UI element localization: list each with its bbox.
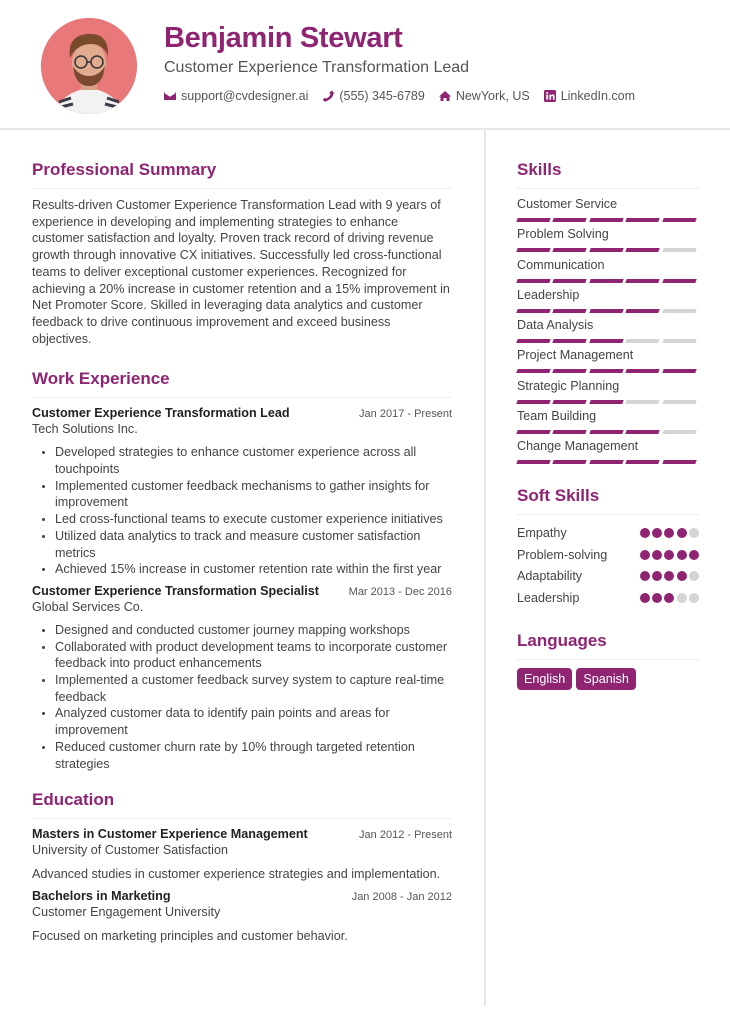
skill-label: Leadership	[517, 287, 580, 302]
skill-level-segment	[553, 279, 587, 283]
phone-icon	[322, 90, 334, 102]
skill-level-segment	[662, 430, 696, 434]
soft-skill-rating	[638, 550, 699, 560]
soft-skill-label: Problem-solving	[517, 547, 608, 562]
rating-dot-icon	[640, 593, 650, 603]
sidebar-column	[517, 160, 699, 690]
soft-skill-item	[517, 523, 699, 545]
soft-skill-label: Leadership	[517, 590, 580, 605]
skill-item	[517, 288, 699, 318]
education-date: Jan 2012 - Present	[359, 829, 452, 842]
job-bullet: Analyzed customer data to identify pain points and areas for improvement	[42, 705, 452, 738]
skill-level-segment	[662, 369, 696, 373]
skill-level-segment	[662, 279, 696, 283]
degree-title: Masters in Customer Experience Management	[32, 827, 308, 842]
job-date: Jan 2017 - Present	[359, 408, 452, 421]
skill-level-bar	[517, 369, 699, 373]
skill-level-segment	[553, 339, 587, 343]
soft-skills-heading: Soft Skills	[517, 486, 699, 515]
rating-dot-icon	[677, 571, 687, 581]
skill-level-segment	[625, 218, 659, 222]
skill-level-bar	[517, 339, 699, 343]
languages-heading: Languages	[517, 631, 699, 660]
skills-section	[517, 160, 699, 470]
home-icon	[439, 90, 451, 102]
skill-label: Communication	[517, 257, 605, 272]
skill-item	[517, 439, 699, 469]
skill-label: Project Management	[517, 348, 634, 363]
main-column	[32, 160, 452, 951]
skill-level-segment	[589, 339, 623, 343]
summary-text: Results-driven Customer Experience Transformation Lead with 9 years of experience in developing and implementing strategies to enhance customer satisfaction and loyalty. Proven track record of driving revenue growth through innovative CX initiatives. Successfully led cross-functional teams to deliver exceptional customer experiences. Recognized for achieving a 20% increase in customer retention and a 15% improvement in Net Promoter Score. Skilled in leveraging data analytics and customer feedback to drive continuous improvement and exceed business objectives.	[32, 198, 450, 346]
skill-level-segment	[516, 309, 550, 313]
skill-label: Change Management	[517, 439, 639, 454]
rating-dot-icon	[664, 571, 674, 581]
school-name: Customer Engagement University	[32, 905, 221, 920]
skill-label: Team Building	[517, 409, 597, 424]
experience-heading: Work Experience	[32, 369, 452, 398]
rating-dot-icon	[664, 528, 674, 538]
soft-skills-list	[517, 523, 699, 609]
contact-phone[interactable]	[322, 89, 424, 103]
contact-phone-text: (555) 345-6789	[339, 89, 425, 103]
skill-item	[517, 258, 699, 288]
rating-dot-icon	[677, 550, 687, 560]
job-bullets	[42, 622, 452, 772]
skill-level-segment	[662, 309, 696, 313]
soft-skill-label: Adaptability	[517, 569, 583, 584]
column-divider	[484, 130, 486, 1006]
soft-skill-label: Empathy	[517, 526, 567, 541]
envelope-icon	[164, 90, 176, 102]
linkedin-icon	[544, 90, 556, 102]
skill-level-segment	[516, 248, 550, 252]
rating-dot-icon	[652, 550, 662, 560]
skill-level-segment	[589, 369, 623, 373]
rating-dot-icon	[689, 593, 699, 603]
soft-skills-section	[517, 486, 699, 609]
job-bullet: Designed and conducted customer journey mapping workshops	[42, 622, 452, 639]
job-bullet: Reduced customer churn rate by 10% through targeted retention strategies	[42, 739, 452, 772]
skill-level-segment	[553, 430, 587, 434]
skill-level-segment	[625, 279, 659, 283]
skill-level-segment	[589, 430, 623, 434]
candidate-title: Customer Experience Transformation Lead	[164, 59, 470, 76]
skill-level-bar	[517, 460, 699, 464]
contact-linkedin[interactable]	[544, 89, 635, 103]
rating-dot-icon	[664, 593, 674, 603]
degree-title: Bachelors in Marketing	[32, 889, 171, 904]
job-entry	[32, 406, 452, 578]
skill-level-segment	[625, 430, 659, 434]
experience-section	[32, 369, 452, 772]
education-heading: Education	[32, 790, 452, 819]
skill-level-segment	[589, 460, 623, 464]
job-company: Tech Solutions Inc.	[32, 422, 138, 437]
languages-section	[517, 631, 699, 690]
skill-level-segment	[589, 248, 623, 252]
language-tag: English	[517, 668, 572, 690]
skill-level-segment	[589, 218, 623, 222]
skill-level-segment	[662, 460, 696, 464]
education-section	[32, 790, 452, 943]
skill-label: Data Analysis	[517, 318, 594, 333]
soft-skill-item	[517, 566, 699, 588]
rating-dot-icon	[652, 528, 662, 538]
skill-level-segment	[625, 460, 659, 464]
job-entry	[32, 584, 452, 772]
skill-item	[517, 227, 699, 257]
skill-label: Strategic Planning	[517, 378, 620, 393]
education-entry	[32, 889, 452, 943]
skill-level-segment	[516, 430, 550, 434]
skill-level-segment	[553, 248, 587, 252]
skill-level-segment	[516, 369, 550, 373]
contact-location	[439, 89, 530, 103]
skill-level-segment	[553, 369, 587, 373]
skill-level-bar	[517, 218, 699, 222]
skill-label: Customer Service	[517, 197, 618, 211]
rating-dot-icon	[689, 528, 699, 538]
skill-level-segment	[589, 400, 623, 404]
skill-level-segment	[516, 400, 550, 404]
rating-dot-icon	[664, 550, 674, 560]
skill-level-segment	[625, 309, 659, 313]
skill-item	[517, 348, 699, 378]
rating-dot-icon	[652, 593, 662, 603]
job-date: Mar 2013 - Dec 2016	[348, 585, 452, 598]
job-bullet: Implemented customer feedback mechanisms to gather insights for improvement	[42, 478, 452, 511]
rating-dot-icon	[652, 571, 662, 581]
language-tag: Spanish	[576, 668, 636, 690]
skill-level-segment	[625, 369, 659, 373]
skill-level-segment	[516, 339, 550, 343]
soft-skill-rating	[638, 528, 699, 538]
skill-label: Problem Solving	[517, 227, 609, 242]
school-name: University of Customer Satisfaction	[32, 843, 228, 858]
rating-dot-icon	[689, 571, 699, 581]
education-entry	[32, 827, 452, 881]
rating-dot-icon	[640, 571, 650, 581]
contact-list	[164, 89, 649, 103]
skill-item	[517, 409, 699, 439]
job-bullets	[42, 444, 452, 578]
skill-level-bar	[517, 248, 699, 252]
soft-skill-item	[517, 544, 699, 566]
skill-item	[517, 318, 699, 348]
skill-level-segment	[589, 309, 623, 313]
skill-level-segment	[662, 218, 696, 222]
skill-level-segment	[662, 339, 696, 343]
job-title: Customer Experience Transformation Lead	[32, 406, 290, 421]
skill-level-segment	[553, 460, 587, 464]
education-description: Focused on marketing principles and customer behavior.	[32, 929, 348, 944]
education-description: Advanced studies in customer experience strategies and implementation.	[32, 867, 441, 882]
skill-level-segment	[516, 279, 550, 283]
skills-heading: Skills	[517, 160, 699, 189]
job-company: Global Services Co.	[32, 599, 144, 614]
skill-level-segment	[662, 400, 696, 404]
skill-level-bar	[517, 279, 699, 283]
resume-header	[0, 0, 730, 130]
job-bullet: Developed strategies to enhance customer experience across all touchpoints	[42, 444, 452, 477]
job-title: Customer Experience Transformation Specialist	[32, 583, 319, 598]
languages-list	[517, 668, 699, 690]
rating-dot-icon	[689, 550, 699, 560]
soft-skill-rating	[638, 593, 699, 603]
skill-level-segment	[516, 460, 550, 464]
summary-section	[32, 160, 452, 347]
job-bullet: Implemented a customer feedback survey system to capture real-time feedback	[42, 672, 452, 705]
skill-level-segment	[589, 279, 623, 283]
job-bullet: Achieved 15% increase in customer retention rate within the first year	[42, 561, 452, 578]
skill-item	[517, 379, 699, 409]
avatar	[41, 18, 137, 114]
candidate-name: Benjamin Stewart	[164, 22, 403, 54]
rating-dot-icon	[640, 528, 650, 538]
profile-photo	[41, 18, 137, 114]
contact-email-text: support@cvdesigner.ai	[181, 89, 309, 103]
job-bullet: Collaborated with product development teams to incorporate customer feedback into product enhancements	[42, 639, 452, 672]
skill-level-segment	[625, 400, 659, 404]
skill-level-segment	[553, 400, 587, 404]
skill-level-bar	[517, 309, 699, 313]
skill-level-segment	[553, 309, 587, 313]
skill-level-segment	[662, 248, 696, 252]
skills-list	[517, 197, 699, 470]
skill-level-segment	[625, 339, 659, 343]
rating-dot-icon	[640, 550, 650, 560]
soft-skill-item	[517, 587, 699, 609]
skill-level-segment	[516, 218, 550, 222]
skill-item	[517, 197, 699, 227]
contact-email[interactable]	[164, 89, 308, 103]
soft-skill-rating	[638, 571, 699, 581]
job-bullet: Utilized data analytics to track and measure customer satisfaction metrics	[42, 528, 452, 561]
summary-heading: Professional Summary	[32, 160, 452, 189]
skill-level-bar	[517, 430, 699, 434]
skill-level-segment	[553, 218, 587, 222]
job-bullet: Led cross-functional teams to execute customer experience initiatives	[42, 511, 452, 528]
skill-level-segment	[625, 248, 659, 252]
education-date: Jan 2008 - Jan 2012	[351, 891, 452, 904]
skill-level-bar	[517, 400, 699, 404]
contact-location-text: NewYork, US	[455, 89, 530, 103]
contact-linkedin-text: LinkedIn.com	[560, 89, 636, 103]
rating-dot-icon	[677, 593, 687, 603]
rating-dot-icon	[677, 528, 687, 538]
